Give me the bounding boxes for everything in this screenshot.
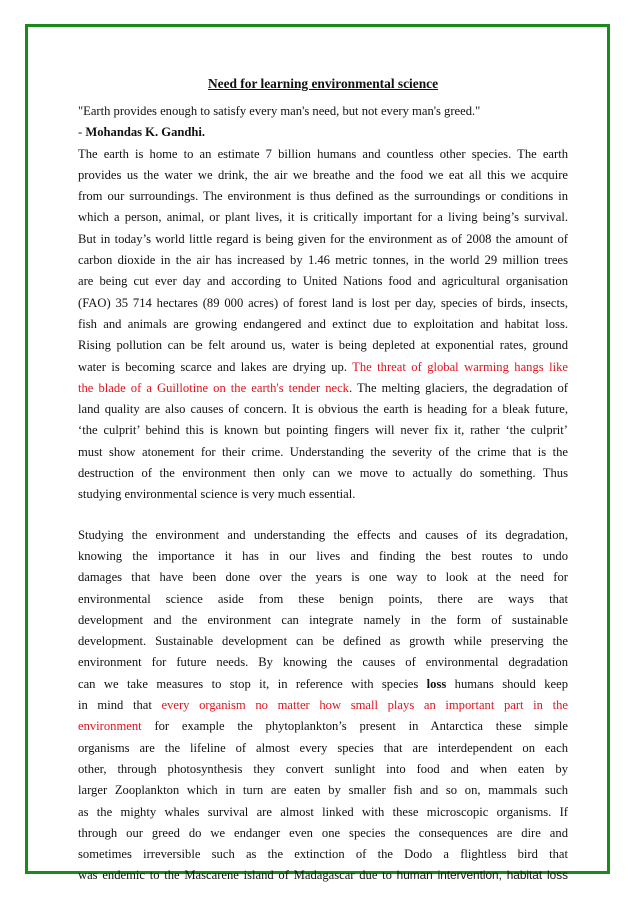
paragraph-gap <box>78 506 568 525</box>
text-span: . The melting glaciers, the degradation of <box>348 380 568 395</box>
text-line: fish and animals are growing endangered and extinct due to exploitation and habitat loss. <box>78 316 568 331</box>
text-span: humans should keep <box>446 676 568 691</box>
text-line: sometimes irreversible such as the extinction of the Dodo a flightless bird that <box>78 847 568 862</box>
text-line: through our greed do we endanger even one species the consequences are dire and <box>78 825 568 840</box>
text-line: damages that have been done over the years is one way to look at the need for <box>78 570 568 585</box>
text-line <box>78 865 568 886</box>
highlighted-text: every organism no matter how small plays an important part in the <box>161 698 568 713</box>
text-line: studying environmental science is very much essential. <box>78 487 356 502</box>
text-line: destruction of the environment then only can we move to actually do something. Thus <box>78 466 568 481</box>
text-line: Rising pollution can be felt around us, water is being depleted at exponential rates, ground <box>78 338 568 353</box>
attribution-name: Mohandas K. Gandhi. <box>85 125 206 140</box>
document-body <box>78 75 568 887</box>
text-span: for example the phytoplankton’s present in Antarctica these simple <box>141 719 568 734</box>
text-span: water is becoming scarce and lakes are drying up. <box>78 359 353 374</box>
text-line: development. Sustainable development can be defined as growth while preserving the <box>78 634 568 649</box>
text-line: Studying the environment and understanding the effects and causes of its degradation, <box>78 527 568 542</box>
text-line: ‘the culprit’ behind this is known but pointing fingers will never fix it, rather ‘the culprit’ <box>78 423 568 438</box>
text-span: can we take measures to stop it, in reference with species <box>78 676 427 691</box>
highlighted-text: the blade of a Guillotine on the earth's tender neck <box>78 380 349 395</box>
text-line: as the mighty whales survival are almost linked with these microscopic organisms. If <box>78 804 568 819</box>
quote-line: "Earth provides enough to satisfy every man's need, but not every man's greed." <box>78 104 481 118</box>
text-line: But in today’s world little regard is being given for the environment as of 2008 the amount of <box>78 231 568 246</box>
text-line: organisms are the lifeline of almost every species that are interdependent on each <box>78 740 568 755</box>
text-line: The earth is home to an estimate 7 billion humans and countless other species. The earth <box>78 146 568 161</box>
text-line: (FAO) 35 714 hectares (89 000 acres) of forest land is lost per day, species of birds, insects, <box>78 295 568 310</box>
attribution-dash: - <box>78 125 86 140</box>
highlighted-text: environment <box>78 719 142 734</box>
text-line <box>78 695 568 716</box>
text-line: which a person, animal, or plant lives, it is critically important for a living being’s survival. <box>78 210 568 225</box>
text-line <box>78 357 568 378</box>
text-line: provides us the water we drink, the air we breathe and the food we eat all this we acquire <box>78 167 568 182</box>
bold-text: loss <box>426 676 447 691</box>
document-title: Need for learning environmental science <box>207 76 439 91</box>
text-line: carbon dioxide in the air has increased by 1.46 metric tonnes, in the world 29 million trees <box>78 253 568 268</box>
text-line: environment for future needs. By knowing the causes of environmental degradation <box>78 655 568 670</box>
text-line: development and the environment can integrate namely in the form of sustainable <box>78 612 568 627</box>
text-line: other, through photosynthesis they convert sunlight into food and when eaten by <box>78 761 568 776</box>
text-line <box>78 378 568 399</box>
text-line: knowing the importance it has in our lives and finding the best routes to undo <box>78 548 568 563</box>
text-line <box>78 716 568 737</box>
text-span: in mind that <box>78 698 162 713</box>
text-line: must show atonement for their crime. Understanding the severity of the crime that is the <box>78 444 568 459</box>
text-line: land quality are also causes of concern. It is obvious the earth is heading for a bleak future, <box>78 402 568 417</box>
attribution-line <box>78 122 568 143</box>
text-line: from our surroundings. The environment is thus defined as the surroundings or conditions in <box>78 189 568 204</box>
text-line: larger Zooplankton which in turn are eaten by smaller fish and so on, mammals such <box>78 783 568 798</box>
sans-text: human intervention, habitat loss <box>396 868 568 883</box>
text-line: are being cut ever day and according to United Nations food and agricultural organisation <box>78 274 568 289</box>
text-span: was endemic to the Mascarene island of Madagascar due to <box>78 868 397 883</box>
text-line <box>78 674 568 695</box>
highlighted-text: The threat of global warming hangs like <box>352 359 568 374</box>
text-line: environmental science aside from these benign points, there are ways that <box>78 591 568 606</box>
